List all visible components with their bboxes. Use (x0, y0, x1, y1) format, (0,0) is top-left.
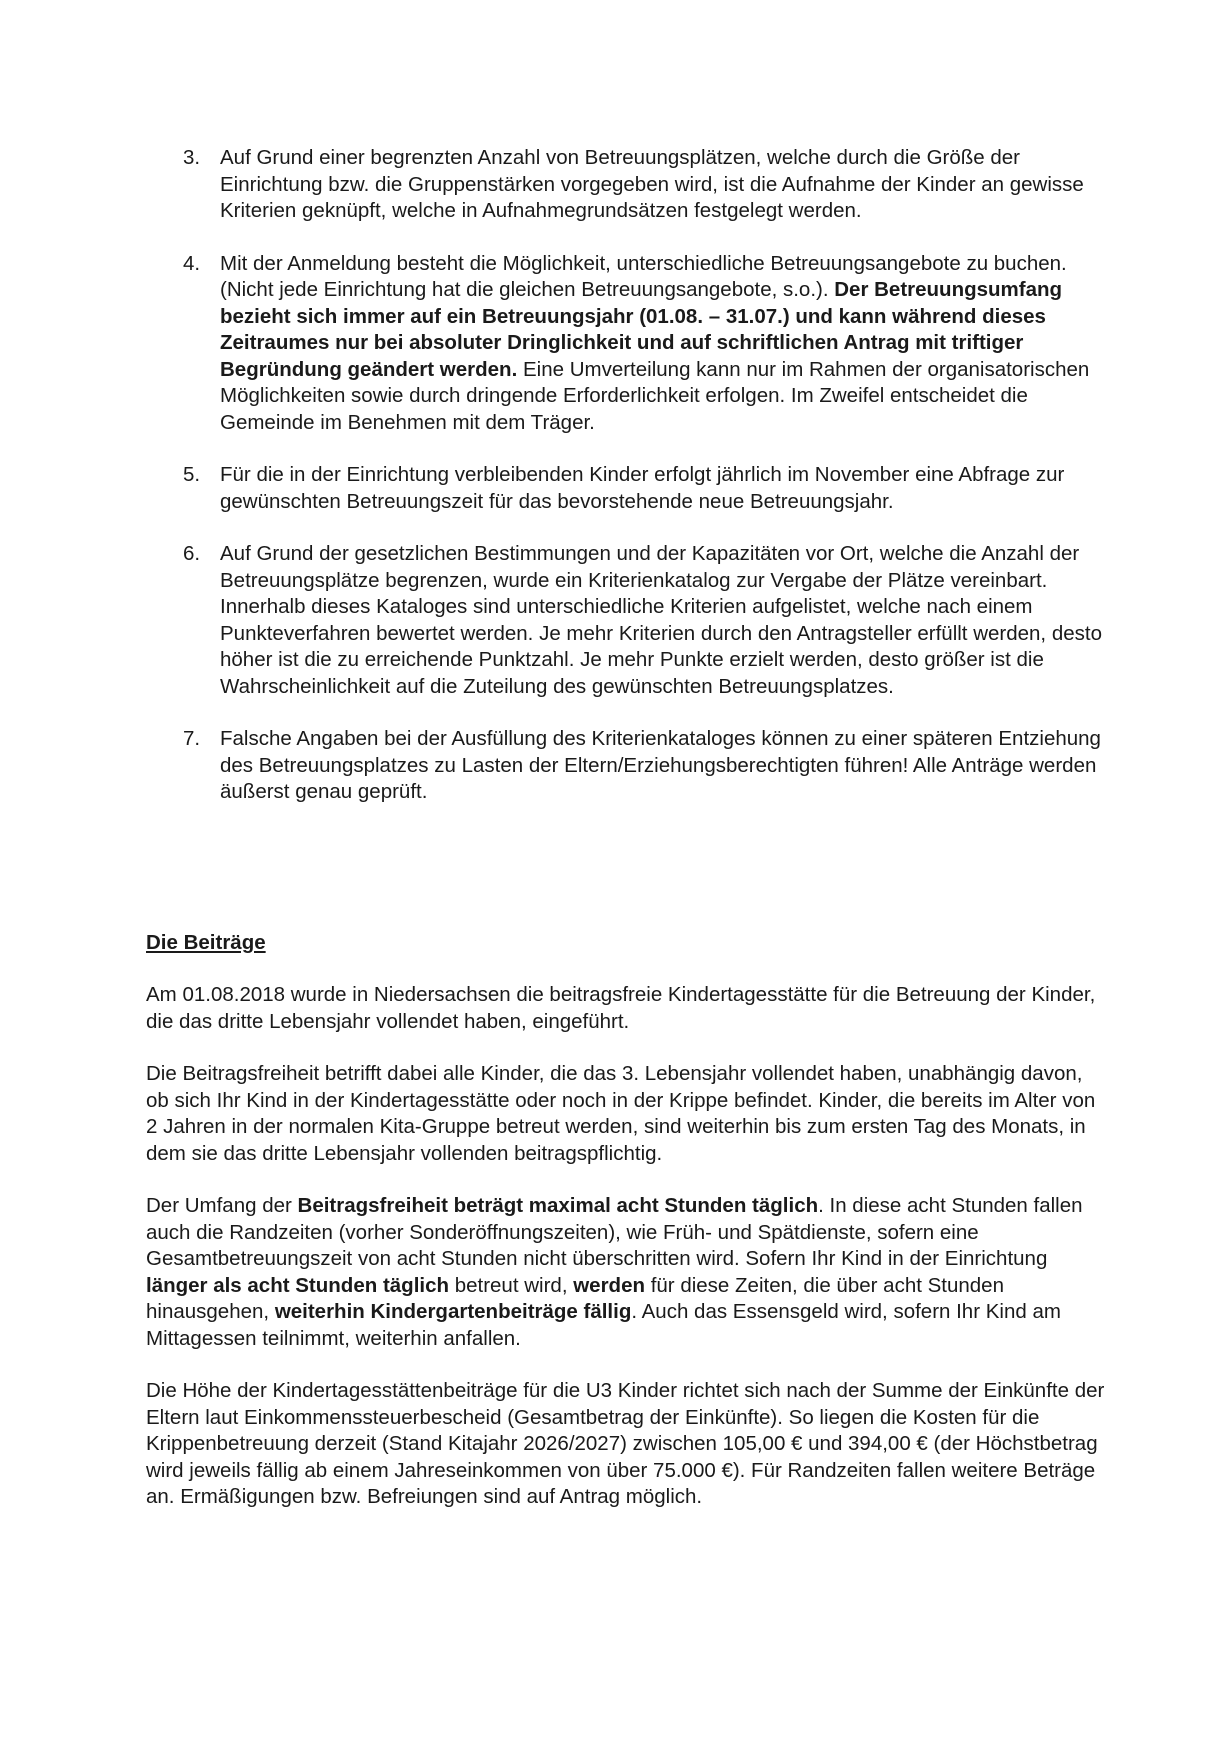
text-run: für diese Zeiten, die über acht Stunden hinausgehen, (146, 1273, 1004, 1323)
text-run-bold: werden (573, 1273, 645, 1297)
numbered-list (183, 145, 1103, 832)
list-item-4 (183, 251, 1103, 437)
text-run-bold: weiterhin Kindergartenbeiträge fällig (274, 1300, 632, 1323)
section-heading: Die Beiträge (146, 931, 266, 954)
paragraph-umfang (146, 1193, 1106, 1352)
list-text: Für die in der Einrichtung verbleibenden Kinder erfolgt jährlich im November eine Abfrage zur gewünschten Betreuungszeit für das bevorstehende neue Betreuungsjahr. (220, 463, 1065, 513)
list-item-5 (183, 462, 1103, 515)
text-run: betreut wird, (449, 1273, 574, 1297)
list-text: Auf Grund einer begrenzten Anzahl von Betreuungsplätzen, welche durch die Größe der Einrichtung bzw. die Gruppenstärken vorgegeben wird, ist die Aufnahme der Kinder an gewisse Kriterien geknüpft, welche in Aufnahmegrundsätzen festgelegt werden. (220, 146, 1084, 222)
text-run: Der Umfang der (146, 1194, 298, 1217)
list-text: Mit der Anmeldung besteht die Möglichkeit, unterschiedliche Betreuungsangebote zu buchen. (Nicht jede Einrichtung hat die gleichen Betreuungsangebote, s.o.). (220, 251, 1067, 301)
paragraph-beitragsfreiheit: Die Beitragsfreiheit betrifft dabei alle Kinder, die das 3. Lebensjahr vollendet haben, unabhängig davon, ob sich Ihr Kind in der Kindertagesstätte oder noch in der Krippe befindet. Kinder, die bereits im Alter von 2 Jahren in der normalen Kita-Gruppe betreut werden, sind weiterhin bis zum ersten Tag des Monats, in dem sie das dritte Lebensjahr vollenden beitragspflichtig. (146, 1062, 1096, 1165)
beitraege-section (146, 930, 1106, 957)
paragraph-intro: Am 01.08.2018 wurde in Niedersachsen die beitragsfreie Kindertagesstätte für die Betreuung der Kinder, die das dritte Lebensjahr vollendet haben, eingeführt. (146, 983, 1096, 1033)
list-number: 7. (183, 727, 201, 750)
list-item-7 (183, 726, 1103, 806)
list-number: 6. (183, 542, 201, 565)
paragraph-kosten: Die Höhe der Kindertagesstättenbeiträge für die U3 Kinder richtet sich nach der Summe der Einkünfte der Eltern laut Einkommenssteuerbescheid (Gesamtbetrag der Einkünfte). So liegen die Kosten für die Krippenbetreuung derzeit (Stand Kitajahr 2026/2027) zwischen 105,00 € und 394,00 € (der Höchstbetrag wird jeweils fällig ab einem Jahreseinkommen von über 75.000 €). Für Randzeiten fallen weitere Beträge an. Ermäßigungen bzw. Befreiungen sind auf Antrag möglich. (146, 1379, 1105, 1508)
list-number: 4. (183, 251, 201, 275)
list-text-bold: Der Betreuungsumfang bezieht sich immer auf ein Betreuungsjahr (01.08. – 31.07.) und kann während dieses Zeitraumes nur bei absoluter Dringlichkeit und auf schriftlichen Antrag mit triftiger Begründung geändert werden. (220, 278, 1063, 381)
text-run-bold: Beitragsfreiheit beträgt maximal acht Stunden täglich (297, 1194, 819, 1217)
beitraege-body (146, 982, 1106, 1537)
text-run-bold: länger als acht Stunden täglich (146, 1273, 450, 1297)
text-run: . Auch das Essensgeld wird, sofern Ihr Kind am Mittagessen teilnimmt, weiterhin anfallen. (146, 1300, 1061, 1350)
text-run: . In diese acht Stunden fallen auch die Randzeiten (vorher Sonderöffnungszeiten), wie Früh- und Spätdienste, sofern eine Gesamtbetreuungszeit von acht Stunden nicht überschritten wird. Sofern Ihr Kind in der Einrichtung (146, 1194, 1083, 1270)
list-text: Falsche Angaben bei der Ausfüllung des Kriterienkataloges können zu einer späteren Entziehung des Betreuungsplatzes zu Lasten der Eltern/Erziehungsberechtigten führen! Alle Anträge werden äußerst genau geprüft. (220, 727, 1101, 803)
list-number: 5. (183, 463, 201, 486)
list-item-6 (183, 541, 1103, 700)
list-item-3 (183, 145, 1103, 225)
list-text: Eine Umverteilung kann nur im Rahmen der organisatorischen Möglichkeiten sowie durch dringende Erforderlichkeit erfolgen. Im Zweifel entscheidet die Gemeinde im Benehmen mit dem Träger. (220, 357, 1090, 434)
list-text: Auf Grund der gesetzlichen Bestimmungen und der Kapazitäten vor Ort, welche die Anzahl der Betreuungsplätze begrenzen, wurde ein Kriterienkatalog zur Vergabe der Plätze vereinbart. Innerhalb dieses Kataloges sind unterschiedliche Kriterien aufgelistet, welche nach einem Punkteverfahren bewertet werden. Je mehr Kriterien durch den Antragsteller erfüllt werden, desto höher ist die zu erreichende Punktzahl. Je mehr Punkte erzielt werden, desto größer ist die Wahrscheinlichkeit auf die Zuteilung des gewünschten Betreuungsplatzes. (220, 542, 1102, 698)
list-number: 3. (183, 146, 201, 169)
